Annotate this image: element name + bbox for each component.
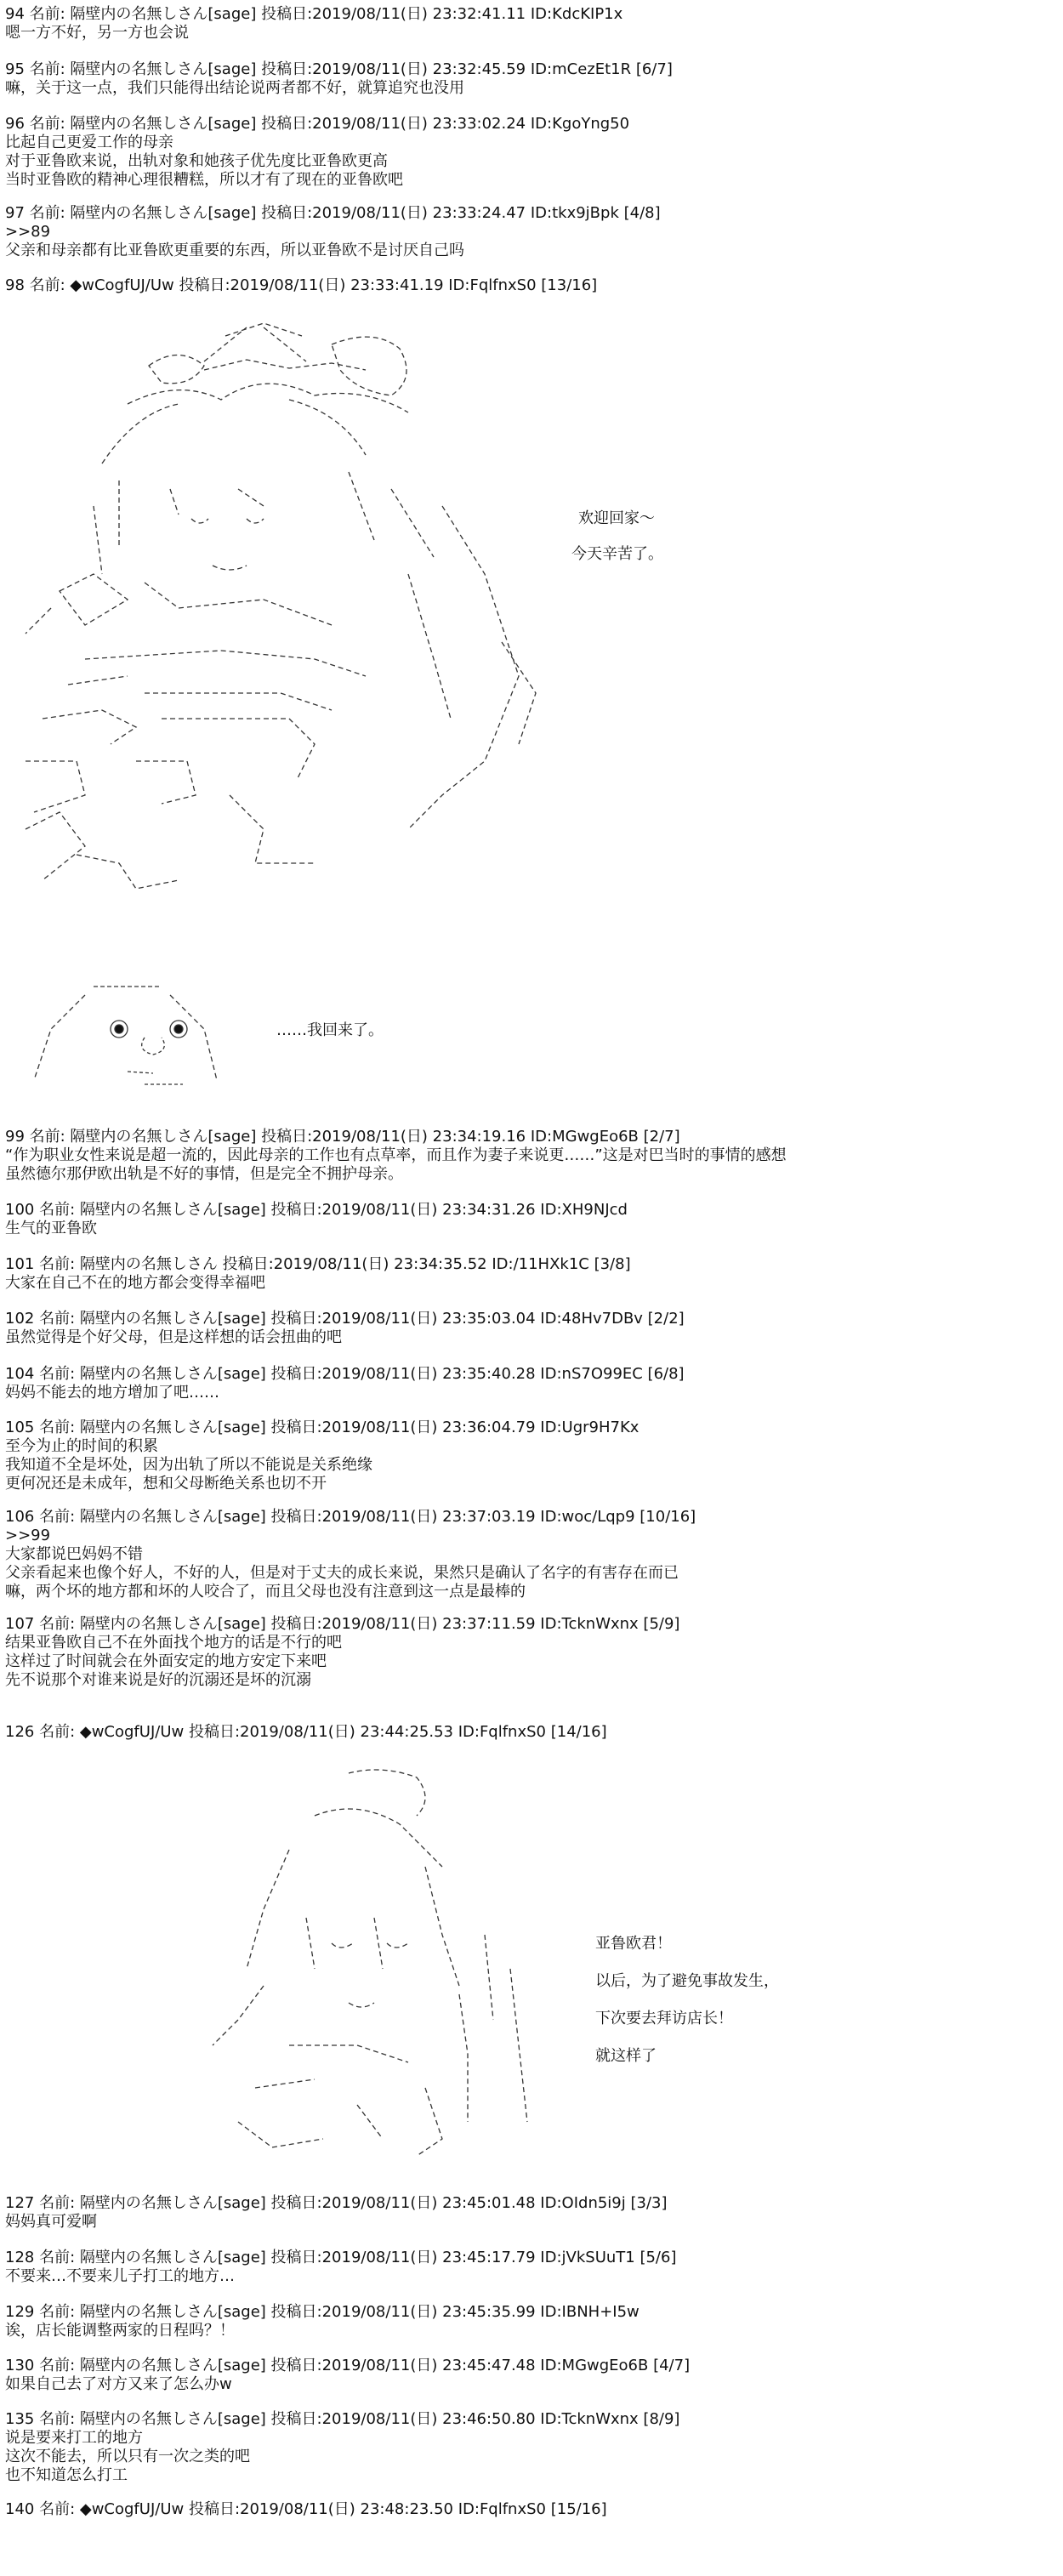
post-line: 如果自己去了对方又来了怎么办w xyxy=(5,2375,232,2393)
post-header: 129 名前: 隔壁内の名無しさん[sage] 投稿日:2019/08/11(日) 23:45:35.99 ID:IBNH+I5w xyxy=(5,2303,640,2321)
post-header: 100 名前: 隔壁内の名無しさん[sage] 投稿日:2019/08/11(日) 23:34:31.26 ID:XH9NJcd xyxy=(5,1201,628,1219)
mother-portrait-ascii-art xyxy=(187,1765,561,2164)
post-line: 虽然觉得是个好父母，但是这样想的话会扭曲的吧 xyxy=(5,1328,342,1346)
post-127 xyxy=(5,2194,1051,2232)
post-header: 97 名前: 隔壁内の名無しさん[sage] 投稿日:2019/08/11(日) 23:33:24.47 ID:tkx9jBpk [4/8] xyxy=(5,204,661,222)
post-line: 我知道不全是坏处，因为出轨了所以不能说是关系绝缘 xyxy=(5,1456,372,1474)
post-96 xyxy=(5,115,1051,190)
post-100 xyxy=(5,1201,1051,1238)
scene1-dialog-line: 今天辛苦了。 xyxy=(571,545,663,563)
post-line: 虽然德尔那伊欧出轨是不好的事情，但是完全不拥护母亲。 xyxy=(5,1165,403,1183)
scene3-dialog-line: 亚鲁欧君！ xyxy=(595,1935,672,1953)
post-105 xyxy=(5,1419,1051,1493)
post-header: 130 名前: 隔壁内の名無しさん[sage] 投稿日:2019/08/11(日) 23:45:47.48 ID:MGwgEo6B [4/7] xyxy=(5,2357,691,2374)
post-line: 先不说那个对谁来说是好的沉溺还是坏的沉溺 xyxy=(5,1671,311,1689)
post-header: 128 名前: 隔壁内の名無しさん[sage] 投稿日:2019/08/11(日) 23:45:17.79 ID:jVkSUuT1 [5/6] xyxy=(5,2249,677,2266)
post-line: 诶，店长能调整两家的日程吗？！ xyxy=(5,2322,235,2340)
mother-apron-ascii-art xyxy=(9,319,561,914)
scene3-dialog-line: 下次要去拜访店长！ xyxy=(595,2010,733,2027)
post-line: 结果亚鲁欧自己不在外面找个地方的话是不行的吧 xyxy=(5,1634,342,1652)
post-104 xyxy=(5,1365,1051,1402)
post-line: 对于亚鲁欧来说，出轨对象和她孩子优先度比亚鲁欧更高 xyxy=(5,152,388,170)
post-line: 当时亚鲁欧的精神心理很糟糕，所以才有了现在的亚鲁欧吧 xyxy=(5,171,403,189)
post-128 xyxy=(5,2249,1051,2286)
post-header: 94 名前: 隔壁内の名無しさん[sage] 投稿日:2019/08/11(日) 23:32:41.11 ID:KdcKIP1x xyxy=(5,5,623,23)
post-140 xyxy=(5,2500,1051,2519)
post-header: 126 名前: ◆wCogfUJ/Uw 投稿日:2019/08/11(日) 23:44:25.53 ID:FqlfnxS0 [14/16] xyxy=(5,1723,607,1741)
post-135 xyxy=(5,2410,1051,2485)
post-line: 嘛，两个坏的地方都和坏的人咬合了，而且父母也没有注意到这一点是最棒的 xyxy=(5,1583,526,1601)
post-line: 嘛，关于这一点，我们只能得出结论说两者都不好，就算追究也没用 xyxy=(5,79,464,97)
post-header: 96 名前: 隔壁内の名無しさん[sage] 投稿日:2019/08/11(日) 23:33:02.24 ID:KgoYng50 xyxy=(5,115,630,133)
post-header: 99 名前: 隔壁内の名無しさん[sage] 投稿日:2019/08/11(日) 23:34:19.16 ID:MGwgEo6B [2/7] xyxy=(5,1128,680,1146)
post-line: 生气的亚鲁欧 xyxy=(5,1220,97,1237)
post-line: 这样过了时间就会在外面安定的地方安定下来吧 xyxy=(5,1652,327,1670)
post-95 xyxy=(5,60,1051,98)
post-line: 不要来…不要来儿子打工的地方… xyxy=(5,2267,235,2285)
post-line: 比起自己更爱工作的母亲 xyxy=(5,134,173,151)
post-line: 父亲和母亲都有比亚鲁欧更重要的东西，所以亚鲁欧不是讨厌自己吗 xyxy=(5,242,464,259)
post-header: 101 名前: 隔壁内の名無しさん 投稿日:2019/08/11(日) 23:34:35.52 ID:/11HXk1C [3/8] xyxy=(5,1255,631,1273)
post-line: 妈妈真可爱啊 xyxy=(5,2213,97,2231)
post-line: 说是要来打工的地方 xyxy=(5,2429,143,2447)
post-header: 104 名前: 隔壁内の名無しさん[sage] 投稿日:2019/08/11(日) 23:35:40.28 ID:nS7O99EC [6/8] xyxy=(5,1365,685,1383)
scene2-dialog-line: ……我回来了。 xyxy=(276,1021,384,1039)
post-header: 135 名前: 隔壁内の名無しさん[sage] 投稿日:2019/08/11(日) 23:46:50.80 ID:TcknWxnx [8/9] xyxy=(5,2410,680,2428)
scene3-dialog-line: 以后，为了避免事故发生， xyxy=(595,1972,779,1990)
post-line: 大家都说巴妈妈不错 xyxy=(5,1545,143,1563)
scene3-dialog-line: 就这样了 xyxy=(595,2047,657,2065)
post-header: 105 名前: 隔壁内の名無しさん[sage] 投稿日:2019/08/11(日) 23:36:04.79 ID:Ugr9H7Kx xyxy=(5,1419,640,1436)
post-line: 大家在自己不在的地方都会变得幸福吧 xyxy=(5,1274,265,1292)
post-98 xyxy=(5,276,1051,295)
post-header: 140 名前: ◆wCogfUJ/Uw 投稿日:2019/08/11(日) 23:48:23.50 ID:FqlfnxS0 [15/16] xyxy=(5,2500,607,2518)
post-101 xyxy=(5,1255,1051,1293)
post-line: 更何况还是未成年，想和父母断绝关系也切不开 xyxy=(5,1475,327,1493)
yaruo-ascii-art xyxy=(34,978,230,1106)
post-header: 102 名前: 隔壁内の名無しさん[sage] 投稿日:2019/08/11(日) 23:35:03.04 ID:48Hv7DBv [2/2] xyxy=(5,1310,685,1328)
post-line: >>99 xyxy=(5,1527,51,1544)
post-header: 106 名前: 隔壁内の名無しさん[sage] 投稿日:2019/08/11(日) 23:37:03.19 ID:woc/Lqp9 [10/16] xyxy=(5,1508,696,1526)
post-130 xyxy=(5,2357,1051,2394)
post-header: 107 名前: 隔壁内の名無しさん[sage] 投稿日:2019/08/11(日) 23:37:11.59 ID:TcknWxnx [5/9] xyxy=(5,1615,680,1633)
post-line: 这次不能去，所以只有一次之类的吧 xyxy=(5,2448,250,2465)
post-line: 也不知道怎么打工 xyxy=(5,2466,128,2484)
post-line: “作为职业女性来说是超一流的，因此母亲的工作也有点草率，而且作为妻子来说更……”这是对巴当时的事情的感想 xyxy=(5,1146,787,1164)
post-97 xyxy=(5,204,1051,260)
post-header: 95 名前: 隔壁内の名無しさん[sage] 投稿日:2019/08/11(日) 23:32:45.59 ID:mCezEt1R [6/7] xyxy=(5,60,673,78)
post-header: 127 名前: 隔壁内の名無しさん[sage] 投稿日:2019/08/11(日) 23:45:01.48 ID:OIdn5i9j [3/3] xyxy=(5,2194,668,2212)
post-line: 至今为止的时间的积累 xyxy=(5,1437,158,1455)
post-94 xyxy=(5,5,1051,43)
post-106 xyxy=(5,1508,1051,1601)
post-129 xyxy=(5,2303,1051,2340)
post-header: 98 名前: ◆wCogfUJ/Uw 投稿日:2019/08/11(日) 23:33:41.19 ID:FqlfnxS0 [13/16] xyxy=(5,276,598,294)
post-99 xyxy=(5,1128,1051,1184)
post-102 xyxy=(5,1310,1051,1347)
post-107 xyxy=(5,1615,1051,1690)
post-line: >>89 xyxy=(5,223,51,241)
post-line: 妈妈不能去的地方增加了吧…… xyxy=(5,1384,219,1402)
post-line: 父亲看起来也像个好人，不好的人，但是对于丈夫的成长来说，果然只是确认了名字的有害存在而已 xyxy=(5,1564,679,1582)
post-126 xyxy=(5,1723,1051,1742)
post-line: 嗯一方不好，另一方也会说 xyxy=(5,24,189,42)
scene1-dialog-line: 欢迎回家～ xyxy=(578,509,655,527)
